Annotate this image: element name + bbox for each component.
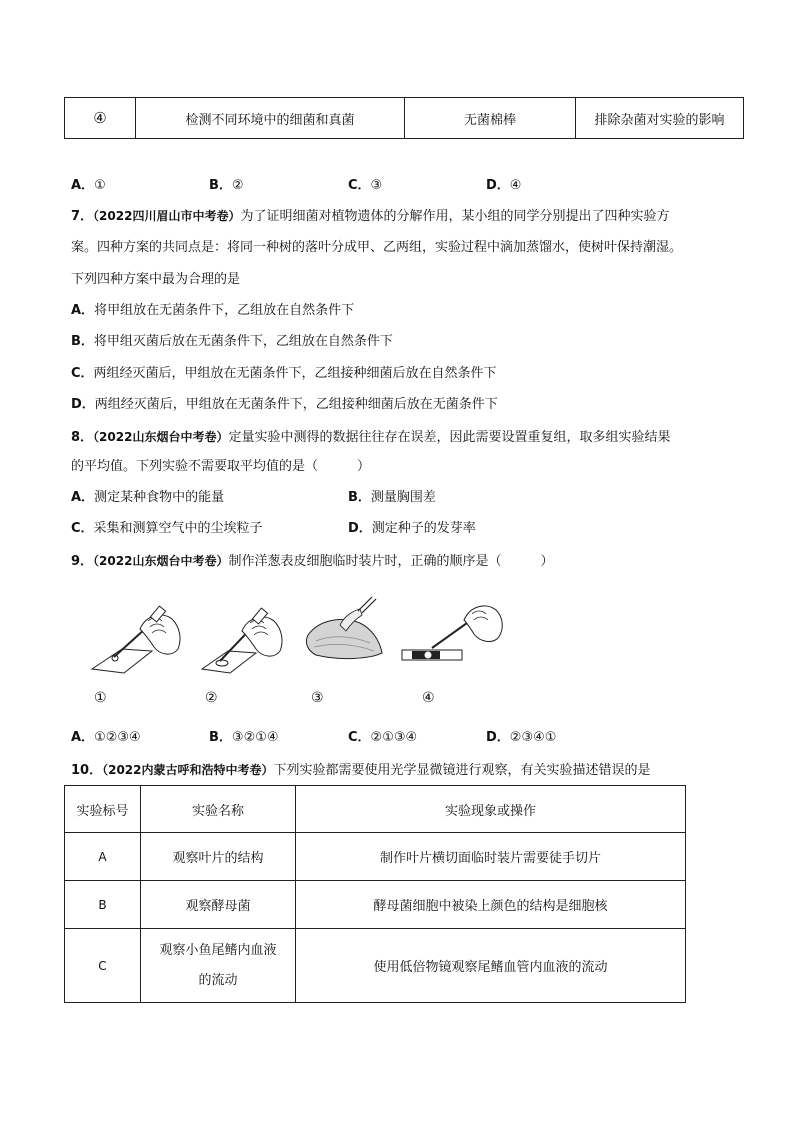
q8-option-c[interactable]: C．采集和测算空气中的尘埃粒子 <box>71 521 263 536</box>
option-c[interactable]: C．③ <box>348 178 383 193</box>
table-cell: A <box>65 833 141 881</box>
table-row <box>65 98 744 139</box>
table-header: 实验标号 <box>65 786 141 833</box>
table-cell: 排除杂菌对实验的影响 <box>576 98 744 139</box>
table-cell <box>141 929 296 1003</box>
table-cell: C <box>65 929 141 1003</box>
table-row <box>65 881 686 929</box>
table-header-row <box>65 786 686 833</box>
table-row <box>65 929 686 1003</box>
q7-stem-line3: 下列四种方案中最为合理的是 <box>71 272 241 287</box>
q7-option-d[interactable]: D．两组经灭菌后，甲组放在无菌条件下，乙组接种细菌后放在无菌条件下 <box>71 397 498 412</box>
q10-stem: 10．（2022内蒙古呼和浩特中考卷）下列实验都需要使用光学显微镜进行观察，有关实验描述错误的是 <box>71 763 651 778</box>
cell-line: 的流动 <box>198 972 238 988</box>
table-cell: 酵母菌细胞中被染上颜色的结构是细胞核 <box>296 881 686 929</box>
q10-table <box>64 785 686 1003</box>
q8-stem-line1: 8．（2022山东烟台中考卷）定量实验中测得的数据往往存在误差，因此需要设置重复组，取多组实验结果 <box>71 430 671 445</box>
q8-option-b[interactable]: B．测量胸围差 <box>348 490 436 505</box>
cell-line: 观察小鱼尾鳍内血液 <box>159 942 277 958</box>
table-cell: 无菌棉棒 <box>405 98 576 139</box>
q7-stem-line2: 案。四种方案的共同点是：将同一种树的落叶分成甲、乙两组，实验过程中滴加蒸馏水，使树叶保持潮湿。 <box>71 240 683 255</box>
q7-option-a[interactable]: A．将甲组放在无菌条件下，乙组放在自然条件下 <box>71 303 355 318</box>
q9-option-d[interactable]: D．②③④① <box>486 730 557 745</box>
table-cell: 使用低倍物镜观察尾鳍血管内血液的流动 <box>296 929 686 1003</box>
table-cell: 观察酵母菌 <box>141 881 296 929</box>
q8-option-a[interactable]: A．测定某种食物中的能量 <box>71 490 225 505</box>
table-cell: 观察叶片的结构 <box>141 833 296 881</box>
option-d[interactable]: D．④ <box>486 178 522 193</box>
q7-option-c[interactable]: C．两组经灭菌后，甲组放在无菌条件下，乙组接种细菌后放在自然条件下 <box>71 366 497 381</box>
figure-3-drawing <box>300 595 390 670</box>
figure-4-label: ④ <box>422 690 435 706</box>
q8-stem-line2: 的平均值。下列实验不需要取平均值的是（ ） <box>71 459 371 474</box>
q8-option-d[interactable]: D．测定种子的发芽率 <box>348 521 476 536</box>
q9-option-b[interactable]: B．③②①④ <box>209 730 279 745</box>
option-a[interactable]: A．① <box>71 178 106 193</box>
table-header: 实验名称 <box>141 786 296 833</box>
table-cell: 制作叶片横切面临时装片需要徒手切片 <box>296 833 686 881</box>
figure-2-drawing <box>198 605 288 680</box>
figure-1-label: ① <box>94 690 107 706</box>
table-cell: B <box>65 881 141 929</box>
top-table <box>64 97 744 139</box>
table-cell: ④ <box>65 98 136 139</box>
table-cell: 检测不同环境中的细菌和真菌 <box>136 98 405 139</box>
q7-stem-line1: 7．（2022四川眉山市中考卷）为了证明细菌对植物遗体的分解作用，某小组的同学分别提出了四种实验方 <box>71 209 670 224</box>
figure-2-label: ② <box>205 690 218 706</box>
figure-1-drawing <box>88 605 188 680</box>
q9-option-a[interactable]: A．①②③④ <box>71 730 141 745</box>
q9-stem: 9．（2022山东烟台中考卷）制作洋葱表皮细胞临时装片时，正确的顺序是（ ） <box>71 554 554 569</box>
option-b[interactable]: B．② <box>209 178 244 193</box>
table-row <box>65 833 686 881</box>
figure-4-drawing <box>398 598 508 668</box>
q7-option-b[interactable]: B．将甲组灭菌后放在无菌条件下，乙组放在自然条件下 <box>71 334 393 349</box>
q9-option-c[interactable]: C．②①③④ <box>348 730 418 745</box>
figure-3-label: ③ <box>311 690 324 706</box>
table-header: 实验现象或操作 <box>296 786 686 833</box>
